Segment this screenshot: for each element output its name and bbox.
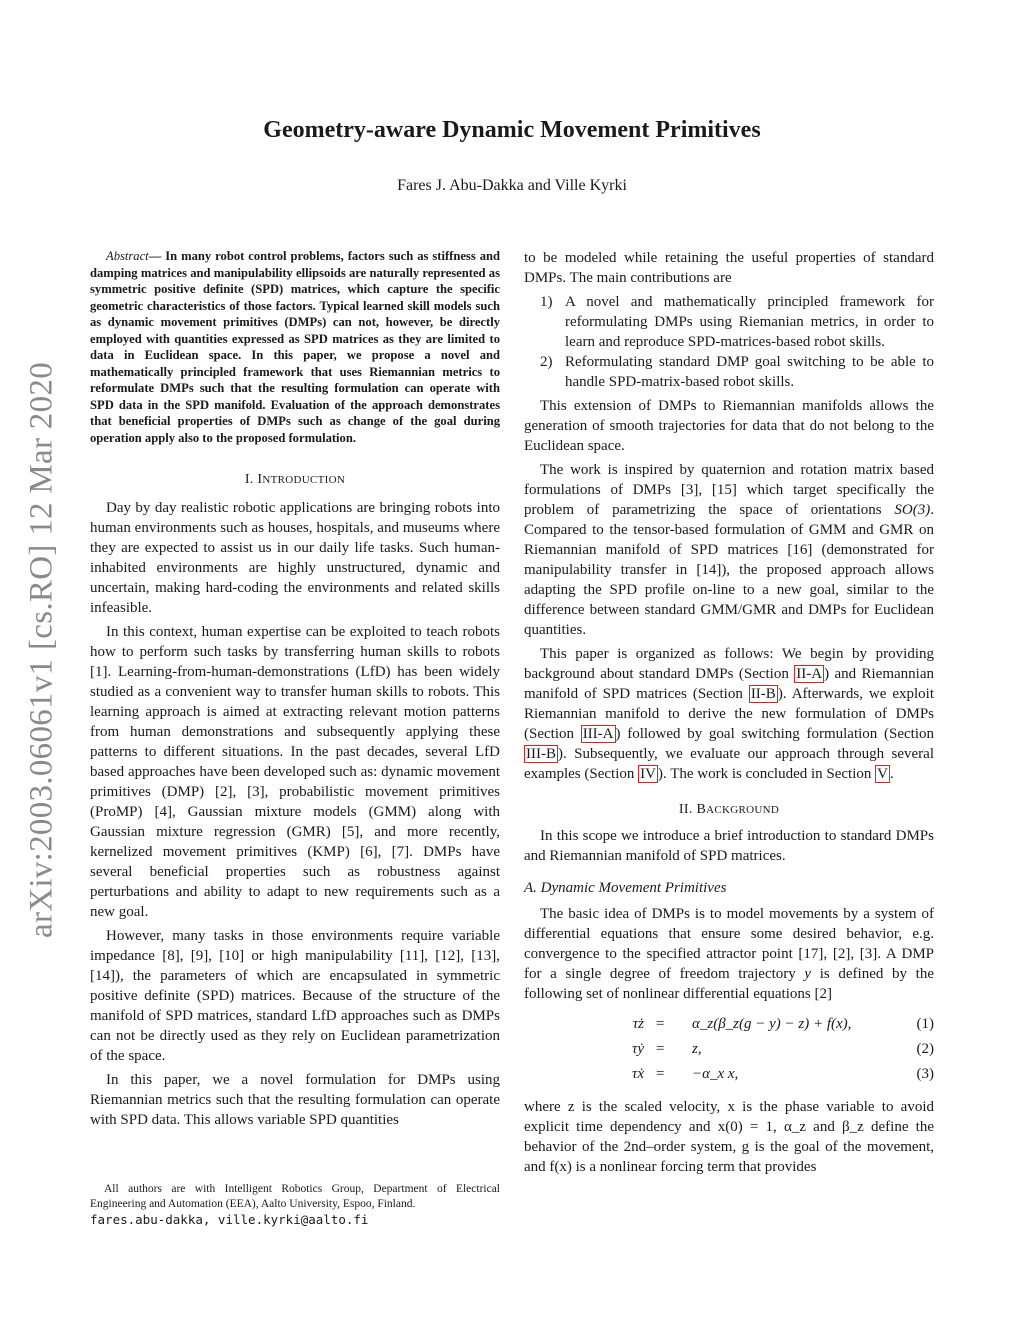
intro-paragraph: In this paper, we a novel formulation for DMPs using Riemannian metrics such that the resulting formulation can operate with SPD data. This allows variable SPD quantities — [90, 1072, 500, 1128]
paper-title: Geometry-aware Dynamic Movement Primitives — [263, 117, 761, 143]
abstract-label: Abstract — [106, 249, 149, 263]
footnote — [90, 1182, 500, 1227]
intro-paragraph: In this context, human expertise can be exploited to teach robots how to perform such tasks by transferring human skills to robots [1]. Learning-from-human-demonstrations (LfD) has been widely studied as a convenient way to transfer human skills to robots. This learning approach is aimed at extracting relevant motion patterns from human demonstrations and subsequently applying these patterns to different situations. In the past decades, several LfD based approaches have been developed such as: dynamic movement primitives (DMP) [2], [3], probabilistic movement primitives (ProMP) [4], Gaussian mixture models (GMM) along with Gaussian mixture regression (GMR) [5], and more recently, kernelized movement primitives (KMP) [6], [7]. DMPs have several beneficial properties such as robustness against perturbations and ability to adapt to new requirements such as a new goal. — [90, 624, 500, 920]
abstract-dash: — — [148, 249, 162, 263]
equation: τẋ = −α_x x, (3) — [631, 1066, 934, 1082]
section-heading-background: II. BACKGROUND — [678, 802, 780, 817]
contributions-list — [524, 292, 934, 392]
extension-paragraph: This extension of DMPs to Riemannian manifolds allows the generation of smooth trajectories for data that do not belong to the Euclidean space. — [524, 398, 934, 454]
basic-idea-paragraph: The basic idea of DMPs is to model movements by a system of differential equations that ensure some desired behavior, e.g. convergence to the specified attractor point [17], [2], [3]. A DMP for a single degree of freedom trajectory y is defined by the following set of nonlinear differential equations [2] — [524, 906, 934, 1002]
footnote-emails: fares.abu-dakka, ville.kyrki@aalto.fi — [90, 1212, 369, 1227]
section-link[interactable]: IV — [640, 766, 656, 782]
intro-paragraph: However, many tasks in those environments require variable impedance [8], [9], [10] or high manipulability [11], [12], [13], [14]), the parameters of which are encapsulated in symmetric positive definite (SPD) matrices. Because of the structure of the manifold of SPD matrices, standard LfD approaches such as DMPs can not be directly used as they rely on Euclidean parametrization of the space. — [90, 928, 500, 1064]
paper-authors: Fares J. Abu-Dakka and Ville Kyrki — [397, 177, 627, 194]
abstract — [90, 248, 500, 446]
section-link[interactable]: II-B — [750, 686, 776, 702]
section-link[interactable]: V — [877, 766, 888, 782]
footnote-affiliation: All authors are with Intelligent Robotics Group, Department of Electrical Engineering and Automation (EEA), Aalto University, Espoo, Finland. — [90, 1183, 500, 1210]
list-item: 1) A novel and mathematically principled framework for reformulating DMPs using Riemanian metrics, in order to learn and reproduce SPD-matrices-based robot skills. — [540, 294, 934, 350]
section-link[interactable]: II-A — [796, 666, 823, 682]
arxiv-stamp — [2, 345, 82, 955]
continued-paragraph: to be modeled while retaining the useful properties of standard DMPs. The main contributions are — [524, 250, 934, 286]
section-link[interactable]: III-A — [582, 726, 614, 742]
equation: τż = α_z(β_z(g − y) − z) + f(x), (1) — [632, 1016, 934, 1032]
equation: τẏ = z, (2) — [631, 1041, 934, 1057]
list-item: 2) Reformulating standard DMP goal switching to be able to handle SPD-matrix-based robot skills. — [540, 354, 934, 390]
section-link[interactable]: III-B — [526, 746, 556, 762]
equation-number: (3) — [916, 1066, 934, 1082]
subsection-heading-dmp: A. Dynamic Movement Primitives — [524, 880, 727, 896]
inspired-paragraph: The work is inspired by quaternion and rotation matrix based formulations of DMPs [3], [15] which target specifically the problem of parametrizing the space of orientations SO(3). Compared to the tensor-based formulation of GMM and GMR on Riemannian manifold of SPD matrices [16] (demonstrated for manipulability transfer in [14]), the proposed approach allows adapting the SPD profile on-line to a new goal, similar to the difference between standard GMM/GMR and DMPs for Euclidean quantities. — [524, 462, 934, 638]
section-heading-introduction: I. INTRODUCTION — [244, 472, 346, 487]
organization-paragraph: This paper is organized as follows: We begin by providing background about standard DMPs (Section II-A ) and Riemannian manifold of SPD matrices (Section II-B ). Afterwards, we exploit Riemannian manifold to derive the new formulation of DMPs (Section III-A ) followed by goal switching formulation (Section III-B ). Subsequently, we evaluate our approach through several examples (Section IV ). The work is concluded in Section V . — [524, 646, 935, 782]
abstract-text: In many robot control problems, factors such as stiffness and damping matrices and manipulability ellipsoids are naturally represented as symmetric positive definite (SPD) matrices, which capture the specific geometric characteristics of those factors. Typical learned skill models such as dynamic movement primitives (DMPs) can not, however, be directly employed with quantities expressed as SPD matrices as they are limited to data in Euclidean space. In this paper, we propose a novel and mathematically principled framework that uses Riemannian metrics to reformulate DMPs such that the resulting formulation can operate with SPD data in the SPD manifold. Evaluation of the approach demonstrates that beneficial properties of DMPs such as change of the goal during operation apply also to the proposed formulation. — [90, 249, 500, 445]
equation-number: (1) — [916, 1016, 934, 1032]
equation-number: (2) — [916, 1041, 934, 1057]
left-column — [90, 248, 500, 1134]
scope-paragraph: In this scope we introduce a brief introduction to standard DMPs and Riemannian manifold of SPD matrices. — [524, 828, 934, 864]
equation-block — [524, 1014, 934, 1089]
intro-paragraph: Day by day realistic robotic applications are bringing robots into human environments such as houses, hospitals, and museums where they are expected to assist us in our daily life tasks. Such human-inhabited environments are highly unstructured, dynamic and uncertain, making hard-coding the environments and related skills infeasible. — [90, 500, 500, 616]
where-paragraph: where z is the scaled velocity, x is the phase variable to avoid explicit time dependency and x(0) = 1, α_z and β_z define the behavior of the 2nd–order system, g is the goal of the movement, and f(x) is a nonlinear forcing term that provides — [524, 1099, 934, 1175]
right-column — [524, 248, 934, 1181]
arxiv-id: arXiv:2003.06061v1 [cs.RO] 12 Mar 2020 — [23, 362, 60, 938]
